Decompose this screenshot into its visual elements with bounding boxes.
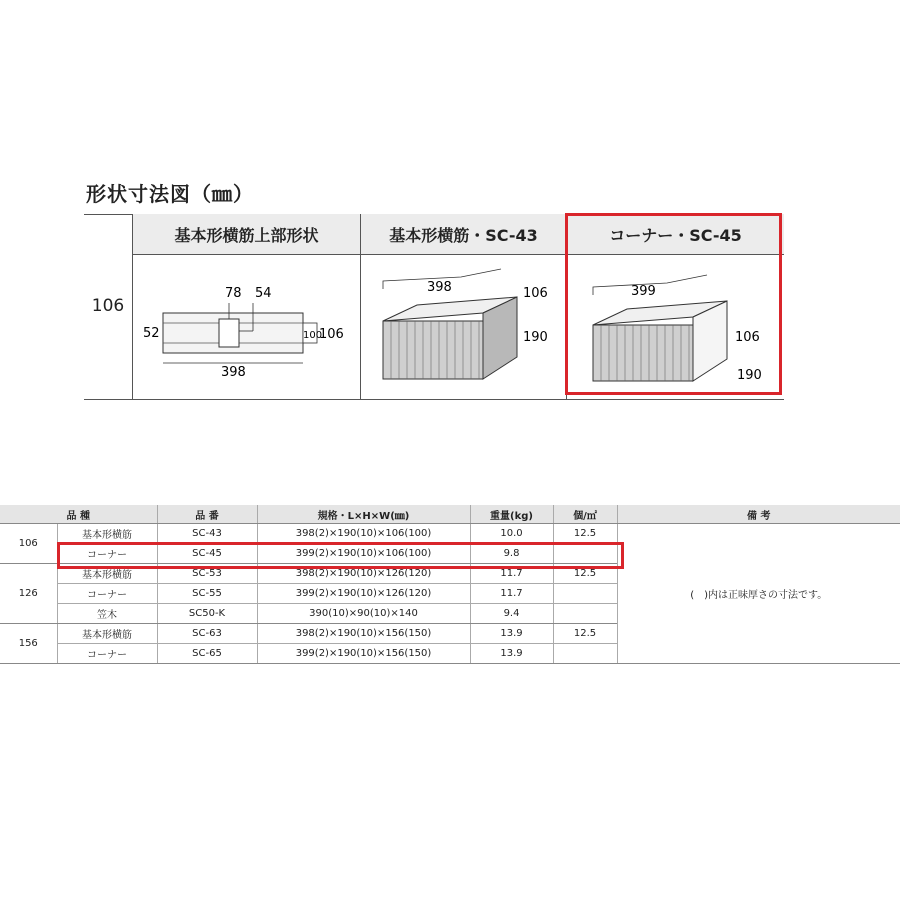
row-per-m2: 12.5 — [553, 524, 617, 544]
figure-row-label: 106 — [91, 296, 125, 316]
sc45-length-label: 399 — [631, 284, 656, 299]
column-header-sc43: 基本形横筋・SC-43 — [361, 214, 566, 254]
header-code: 品 番 — [157, 505, 257, 524]
row-spec: 398(2)×190(10)×126(120) — [257, 564, 470, 584]
row-type: 基本形横筋 — [57, 624, 157, 644]
row-code: SC-53 — [157, 564, 257, 584]
group-size-126: 126 — [0, 564, 57, 624]
row-type: 笠木 — [57, 604, 157, 624]
row-code: SC-55 — [157, 584, 257, 604]
dim-106-side: 106 — [319, 327, 344, 342]
header-spec: 規格・L×H×W(㎜) — [257, 505, 470, 524]
notes-cell: ( )内は正味厚さの寸法です。 — [617, 524, 900, 664]
highlight-frame-sc45-row — [57, 542, 624, 569]
header-type: 品 種 — [0, 505, 157, 524]
row-code: SC50-K — [157, 604, 257, 624]
row-weight: 13.9 — [470, 624, 553, 644]
row-weight: 11.7 — [470, 564, 553, 584]
row-type: コーナー — [57, 584, 157, 604]
row-spec: 390(10)×90(10)×140 — [257, 604, 470, 624]
header-per-m2: 個/㎡ — [553, 505, 617, 524]
sc43-height-label: 190 — [523, 330, 548, 345]
row-per-m2: 12.5 — [553, 624, 617, 644]
row-weight: 13.9 — [470, 644, 553, 664]
row-code: SC-63 — [157, 624, 257, 644]
row-weight: 10.0 — [470, 524, 553, 544]
row-type: コーナー — [57, 644, 157, 664]
row-spec: 399(2)×190(10)×126(120) — [257, 584, 470, 604]
row-weight: 9.8 — [470, 544, 553, 564]
row-spec: 399(2)×190(10)×106(100) — [257, 544, 470, 564]
highlight-frame-sc45 — [565, 213, 782, 395]
column-header-top-shape: 基本形横筋上部形状 — [133, 214, 360, 254]
row-per-m2: 12.5 — [553, 564, 617, 584]
dim-78: 78 — [225, 286, 242, 301]
row-per-m2 — [553, 584, 617, 604]
row-code: SC-65 — [157, 644, 257, 664]
row-code: SC-43 — [157, 524, 257, 544]
row-per-m2 — [553, 604, 617, 624]
top-shape-diagram — [133, 255, 360, 399]
row-spec: 399(2)×190(10)×156(150) — [257, 644, 470, 664]
sc43-length-label: 398 — [427, 280, 452, 295]
row-spec: 398(2)×190(10)×106(100) — [257, 524, 470, 544]
row-weight: 9.4 — [470, 604, 553, 624]
spec-table-header — [0, 505, 900, 524]
row-weight: 11.7 — [470, 584, 553, 604]
group-size-156: 156 — [0, 624, 57, 664]
dim-398: 398 — [221, 365, 246, 380]
group-size-106: 106 — [0, 524, 57, 564]
row-code: SC-45 — [157, 544, 257, 564]
header-notes: 備 考 — [617, 505, 900, 524]
row-type: コーナー — [57, 544, 157, 564]
sc45-height-label: 190 — [737, 368, 762, 383]
dim-100: 100 — [303, 330, 323, 341]
column-header-sc45: コーナー・SC-45 — [567, 214, 784, 254]
header-weight: 重量(kg) — [470, 505, 553, 524]
sc43-block-diagram — [361, 255, 566, 399]
figure-title: 形状寸法図（㎜） — [86, 182, 254, 206]
dim-52: 52 — [143, 326, 160, 341]
row-spec: 398(2)×190(10)×156(150) — [257, 624, 470, 644]
row-type: 基本形横筋 — [57, 564, 157, 584]
dim-54: 54 — [255, 286, 272, 301]
spec-table — [0, 505, 900, 664]
table-row — [0, 524, 900, 544]
row-type: 基本形横筋 — [57, 524, 157, 544]
row-per-m2 — [553, 644, 617, 664]
sc43-width-label: 106 — [523, 286, 548, 301]
sc45-width-label: 106 — [735, 330, 760, 345]
